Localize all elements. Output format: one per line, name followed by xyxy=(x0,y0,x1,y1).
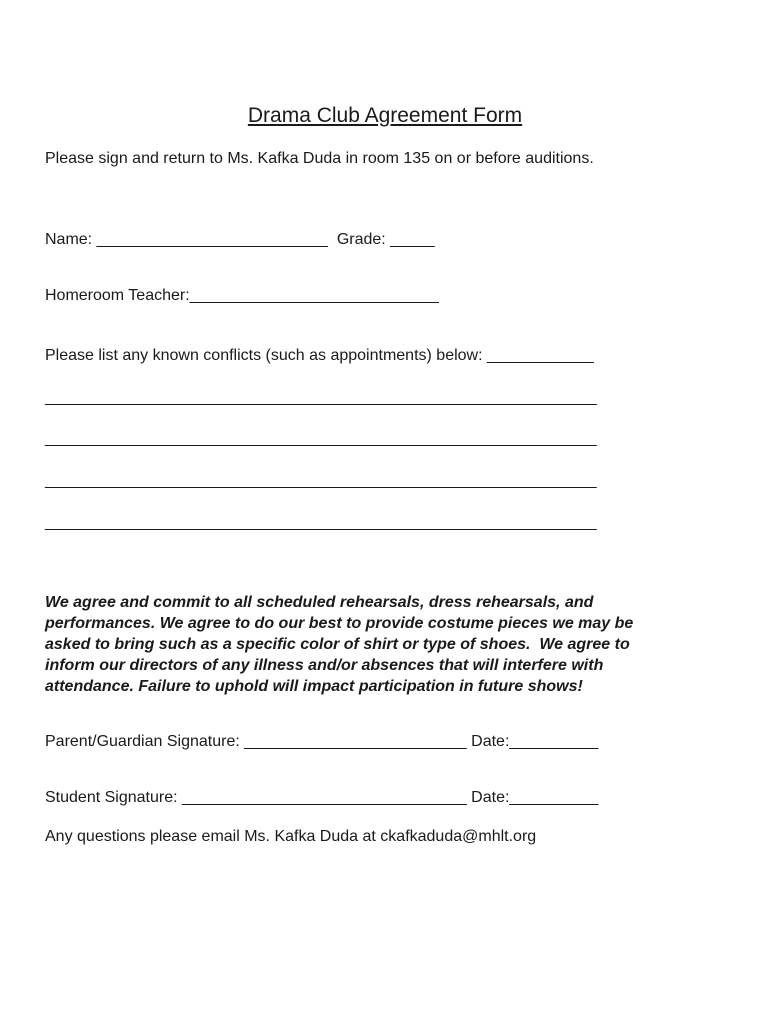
name-grade-field: Name: __________________________ Grade: _____ xyxy=(45,231,435,248)
parent-signature-field: Parent/Guardian Signature: _________________________ Date:__________ xyxy=(45,733,599,750)
form-title: Drama Club Agreement Form xyxy=(247,104,523,127)
agreement-line: inform our directors of any illness and/or absences that will interfere with xyxy=(45,657,604,674)
instructions: Please sign and return to Ms. Kafka Duda in room 135 on or before auditions. xyxy=(45,150,594,167)
contact-info: Any questions please email Ms. Kafka Duda at ckafkaduda@mhlt.org xyxy=(45,828,537,845)
conflicts-field: Please list any known conflicts (such as appointments) below: ____________ xyxy=(45,347,594,364)
agreement-line: asked to bring such as a specific color of shirt or type of shoes. We agree to xyxy=(45,636,630,653)
agreement-line: attendance. Failure to uphold will impact participation in future shows! xyxy=(45,678,583,695)
conflict-blank-line: ______________________________________________________________ xyxy=(45,389,597,406)
conflict-blank-line: ______________________________________________________________ xyxy=(45,430,597,447)
agreement-line: We agree and commit to all scheduled rehearsals, dress rehearsals, and xyxy=(45,594,594,611)
agreement-line: performances. We agree to do our best to provide costume pieces we may be xyxy=(45,615,634,632)
conflict-blank-line: ______________________________________________________________ xyxy=(45,514,597,531)
conflict-blank-line: ______________________________________________________________ xyxy=(45,472,597,489)
student-signature-field: Student Signature: ________________________________ Date:__________ xyxy=(45,789,599,806)
homeroom-teacher-field: Homeroom Teacher:____________________________ xyxy=(45,287,439,304)
agreement-paragraph xyxy=(45,592,715,697)
